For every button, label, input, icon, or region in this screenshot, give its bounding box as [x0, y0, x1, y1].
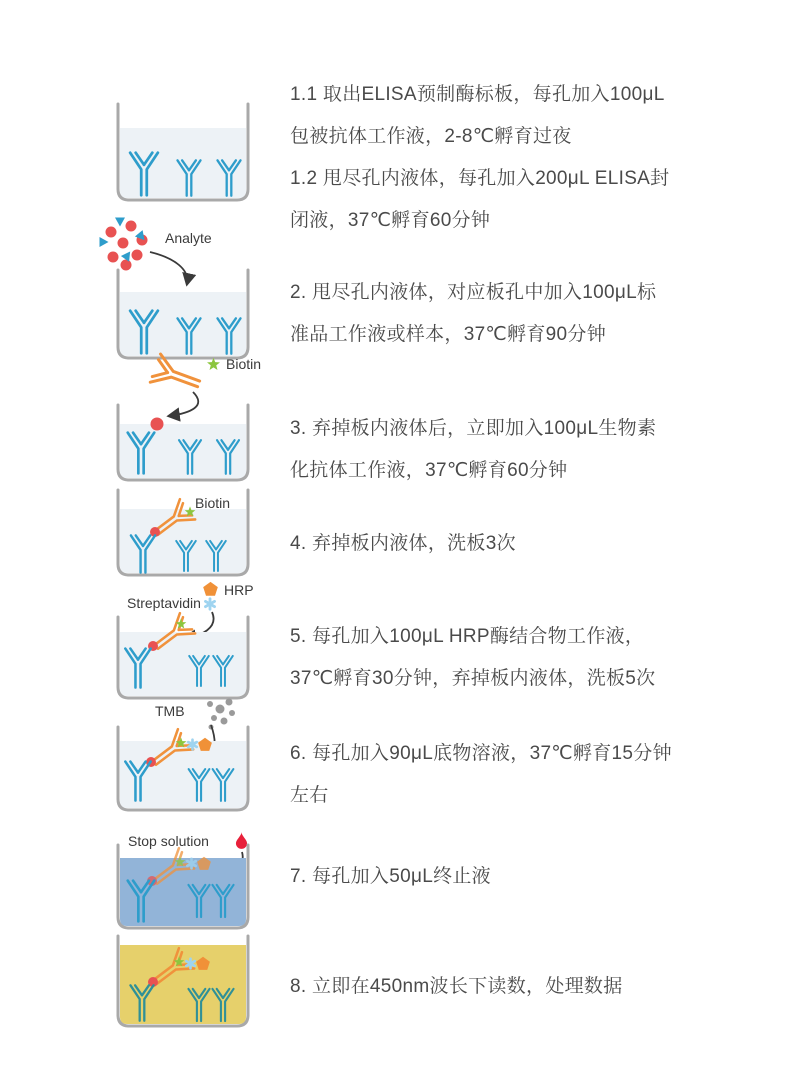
- well-step-2: [118, 270, 248, 358]
- step-2-text: [290, 272, 656, 356]
- streptavidin-label: Streptavidin: [127, 595, 201, 611]
- step-8-text: [290, 966, 623, 1008]
- stop-solution-label: Stop solution: [128, 833, 209, 849]
- illustration-step-1: [95, 100, 275, 205]
- illustration-step-5: [95, 580, 277, 702]
- biotin-icon: [207, 358, 220, 370]
- arrow-icon: [169, 392, 198, 416]
- step-4-text: [290, 523, 516, 565]
- step-line: 化抗体工作液，37℃孵育60分钟: [290, 460, 568, 481]
- biotin-label: Biotin: [195, 495, 231, 511]
- illustration-step-7: [95, 818, 277, 932]
- detection-antibody-icon: [150, 354, 203, 398]
- step-5-text: [290, 616, 655, 700]
- step-line: 5. 每孔加入100μL HRP酶结合物工作液，: [290, 626, 645, 647]
- step-line: 闭液，37℃孵育60分钟: [290, 210, 491, 231]
- arrow-icon: [150, 252, 187, 284]
- well-step-8: [118, 936, 248, 1026]
- step-line: 6. 每孔加入90μL底物溶液，37℃孵育15分钟: [290, 743, 672, 764]
- step-line: 准品工作液或样本，37℃孵育90分钟: [290, 324, 607, 345]
- analyte-cluster-icon: [100, 218, 149, 271]
- biotin-label: Biotin: [226, 356, 262, 372]
- analyte-dot-icon: [151, 418, 164, 431]
- step-line: 1.2 甩尽孔内液体，每孔加入200μL ELISA封: [290, 168, 670, 189]
- illustration-step-6: [95, 697, 277, 813]
- step-line: 左右: [290, 785, 329, 806]
- step-line: 8. 立即在450nm波长下读数，处理数据: [290, 976, 623, 997]
- well-step-4: [118, 490, 248, 575]
- step-line: 37℃孵育30分钟，弃掉板内液体，洗板5次: [290, 668, 656, 689]
- illustration-step-8: [95, 933, 277, 1030]
- tmb-label: TMB: [155, 703, 185, 719]
- hrp-label: HRP: [224, 582, 254, 598]
- stop-drop-icon: [236, 832, 247, 849]
- well-step-5: [118, 613, 248, 698]
- tmb-substrate-icon: [207, 699, 235, 730]
- well-step-6: [118, 727, 248, 810]
- step-line: 4. 弃掉板内液体，洗板3次: [290, 533, 516, 554]
- step-3-text: [290, 408, 656, 492]
- illustration-step-4: [95, 487, 275, 579]
- step-line: 7. 每孔加入50μL终止液: [290, 866, 491, 887]
- streptavidin-icon: [205, 599, 214, 610]
- hrp-icon: [203, 582, 218, 596]
- step-7-text: [290, 856, 491, 898]
- step-line: 1.1 取出ELISA预制酶标板，每孔加入100μL: [290, 84, 665, 105]
- step-line: 包被抗体工作液，2-8℃孵育过夜: [290, 126, 572, 147]
- illustration-step-2: [95, 216, 275, 361]
- illustration-step-3: [95, 350, 275, 482]
- well-step-1: [118, 104, 248, 200]
- step-line: 3. 弃掉板内液体后，立即加入100μL生物素: [290, 418, 657, 439]
- step-6-text: [290, 733, 672, 817]
- step-line: 2. 甩尽孔内液体，对应板孔中加入100μL标: [290, 282, 657, 303]
- analyte-label: Analyte: [165, 230, 212, 246]
- well-step-7: [118, 845, 248, 928]
- hrp-icon: [198, 738, 212, 751]
- step-1-text: [290, 74, 669, 242]
- well-step-3: [118, 405, 248, 480]
